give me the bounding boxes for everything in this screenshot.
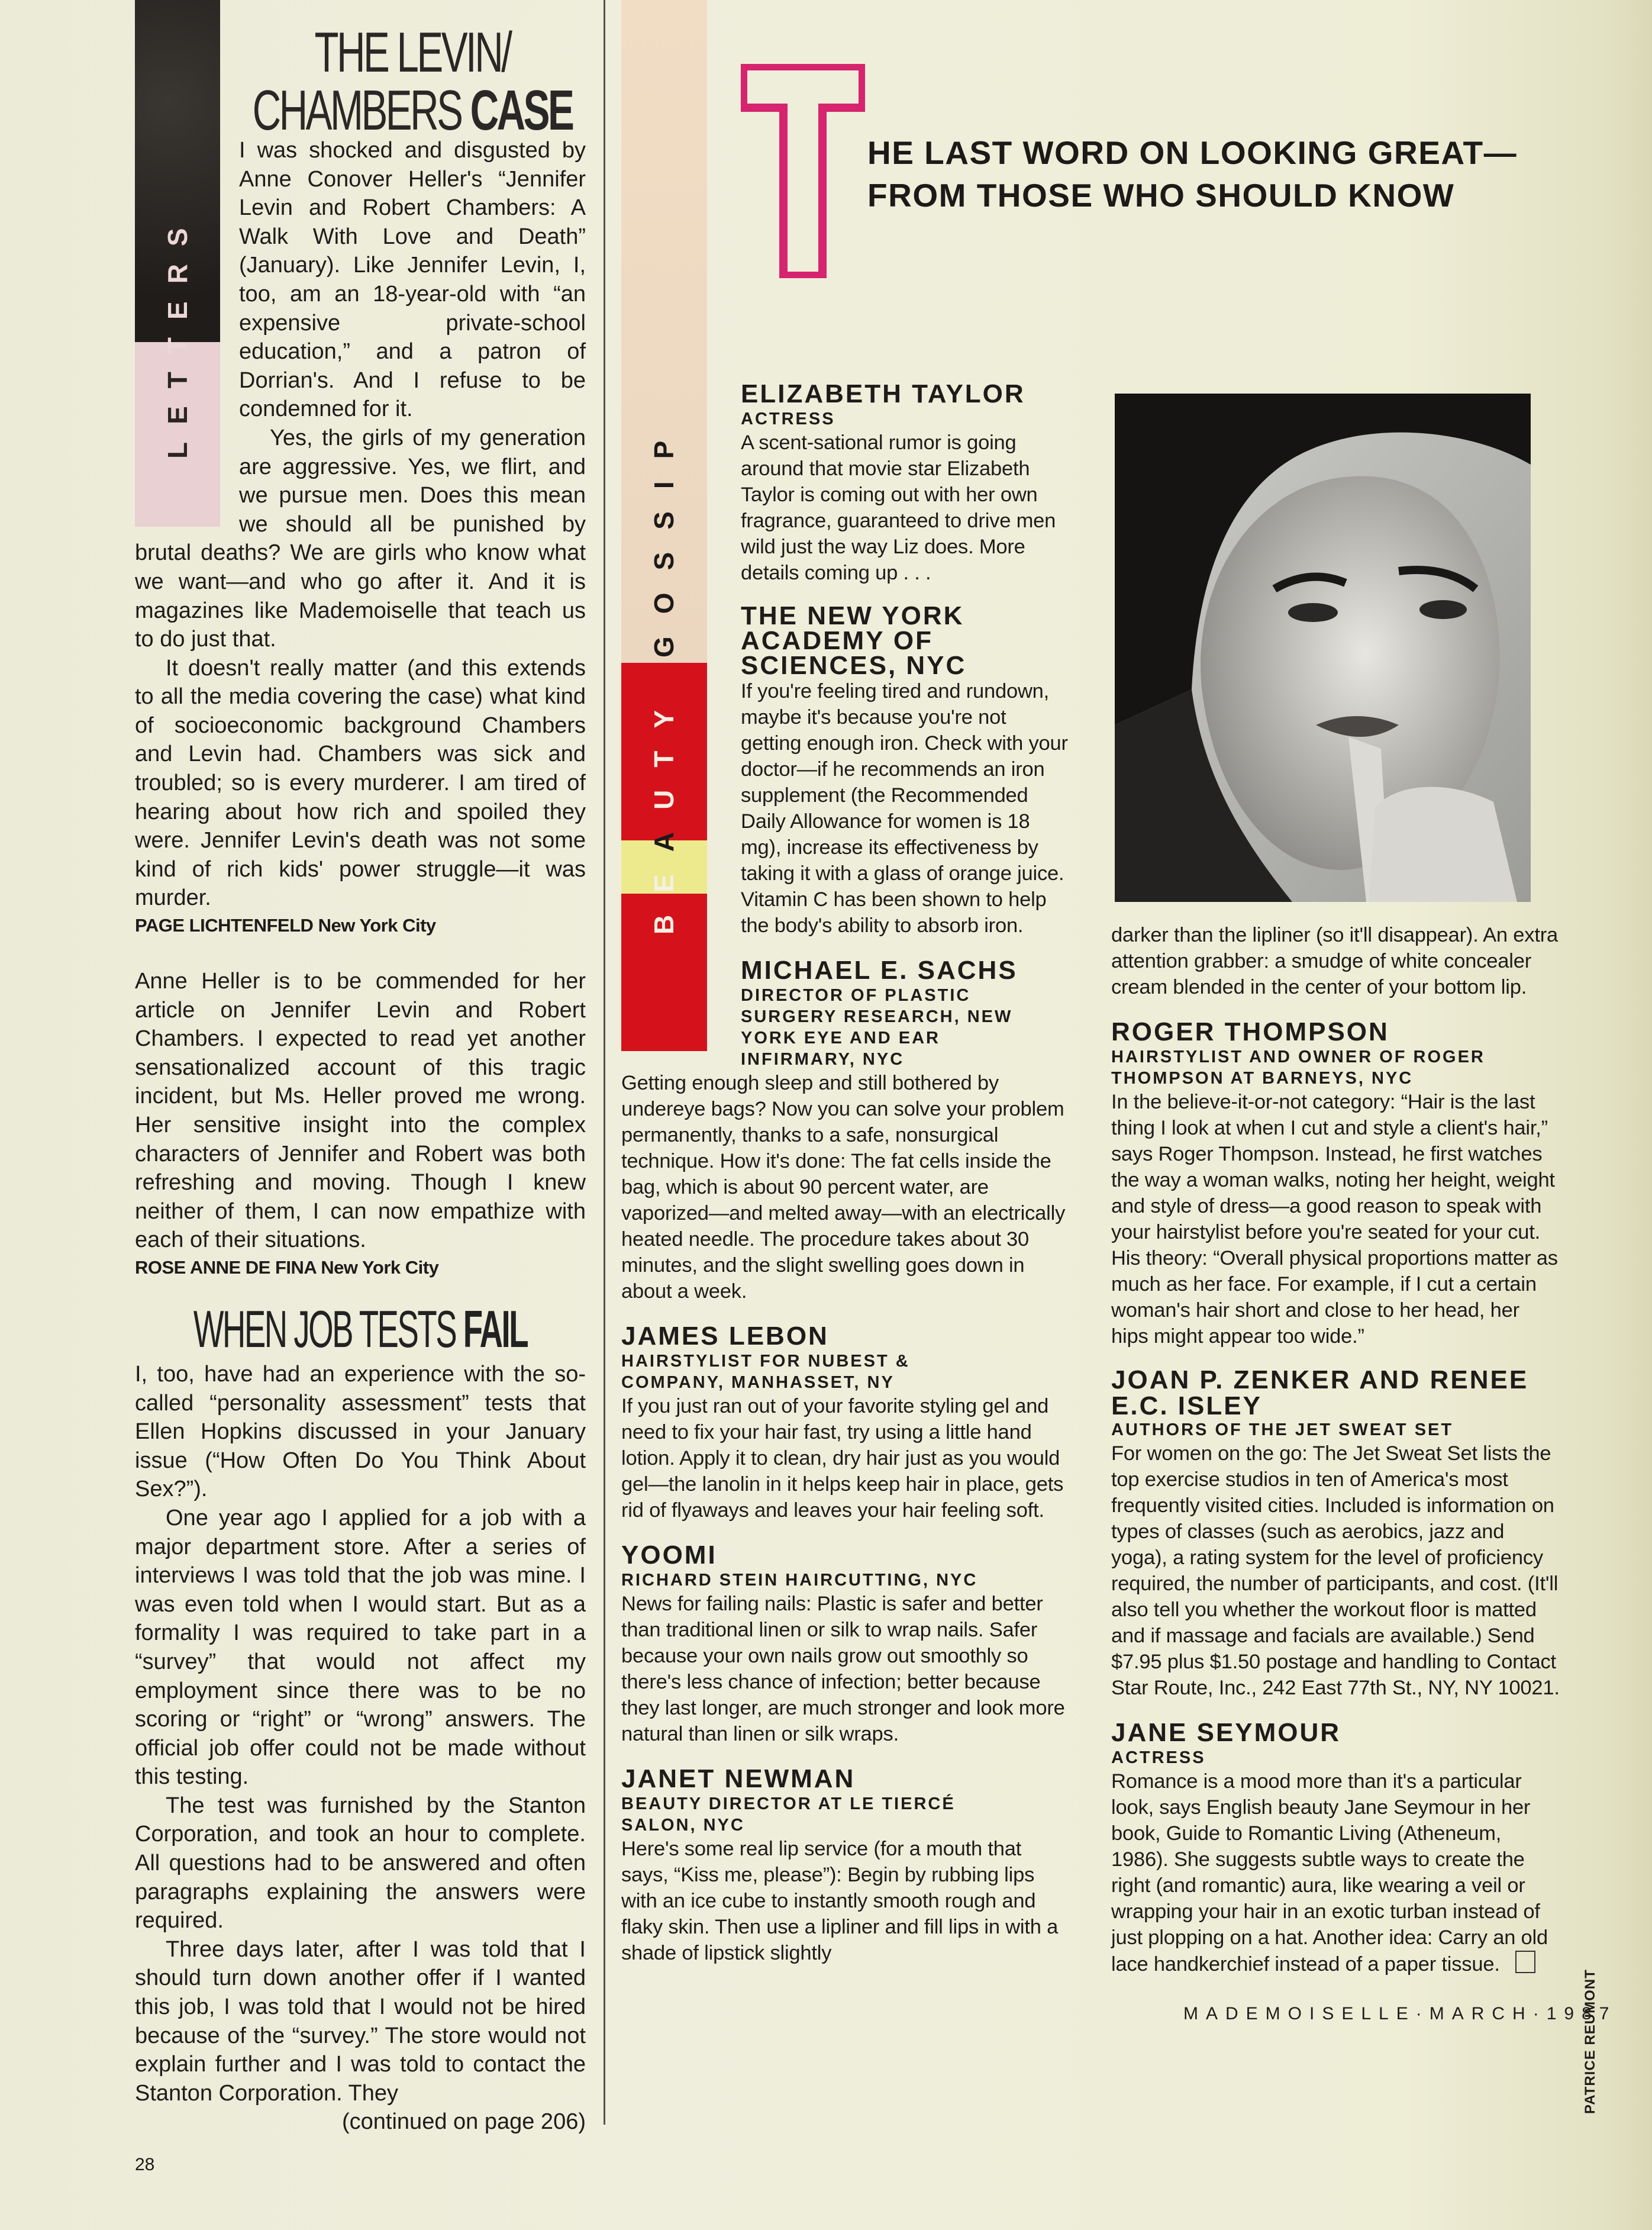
- letter2-body: [135, 967, 586, 1255]
- band-letter: T: [162, 353, 193, 389]
- gossip-right-column: [1111, 922, 1617, 2025]
- entry-title: HAIRSTYLIST AND OWNER OF ROGER THOMPSON AT BARNEYS, NYC: [1111, 1048, 1485, 1088]
- portrait-photo: [1115, 394, 1531, 902]
- band-letter: O: [648, 570, 679, 614]
- entry-body: If you just ran out of your favorite styling gel and need to fix your hair fast, try using a little hand lotion. Apply it to clean, dry hair just as you would gel—the lanolin in it helps keep hair in place, gets rid of flyaways and leaves your hair feeling soft.: [621, 1395, 1064, 1522]
- letter1-signature: [135, 913, 586, 939]
- headline-bold: CASE: [470, 79, 573, 142]
- paragraph: I was shocked and disgusted by Anne Conover Heller's “Jennifer Levin and Robert Chambers: A Walk With Love and Death” (January). Like Jennifer Levin, I, too, am an 18-year-old with “an expensive private-school education,” and a patron of Dorrian's. And I refuse to be condemned for it.: [239, 138, 586, 422]
- entry-title: DIRECTOR OF PLASTIC SURGERY RESEARCH, NEW YORK EYE AND EAR INFIRMARY, NYC: [741, 986, 1013, 1069]
- janet-newman-continued: [1111, 922, 1561, 1000]
- signature-name: ROSE ANNE DE FINA: [135, 1256, 317, 1278]
- headline-light: WHEN JOB TESTS: [193, 1299, 456, 1358]
- paragraph: One year ago I applied for a job with a major department store. After a series of interviews I was told that the job was mine. I was even told when I would start. But as a formality I was required to take part in a “survey” that would not affect my employment since there was to be no scoring or “right” or “wrong” answers. The official job offer could not be made without this testing.: [135, 1505, 586, 1790]
- band-letter: T: [162, 319, 193, 354]
- entry-title: RICHARD STEIN HAIRCUTTING, NYC: [621, 1571, 978, 1590]
- entry-title: ACTRESS: [1111, 1748, 1206, 1767]
- band-letter: E: [648, 851, 679, 892]
- band-letter: S: [162, 210, 193, 246]
- headline-bold: FAIL: [463, 1299, 528, 1358]
- band-letter: T: [648, 728, 679, 768]
- entry-name: MICHAEL E. SACHS: [741, 956, 1018, 985]
- end-mark-icon: [1515, 1951, 1535, 1973]
- band-letter: S: [648, 488, 679, 530]
- headline-line-2: FROM THOSE WHO SHOULD KNOW: [867, 177, 1455, 214]
- letter2-signature: [135, 1255, 586, 1281]
- entry-body: If you're feeling tired and rundown, maybe it's because you're not getting enough iron. Check with your doctor—if he recommends an iron supplement (the Recommended Daily Allowance for women is 18 mg), increase its effectiveness by taking it with a glass of orange juice. Vitamin C has been shown to help the body's ability to absorb iron.: [741, 680, 1068, 937]
- entry-title: ACTRESS: [741, 410, 835, 428]
- letters-section-band: [135, 0, 220, 527]
- signature-city: New York City: [318, 915, 436, 936]
- entry-title: HAIRSTYLIST FOR NUBEST & COMPANY, MANHASSET, NY: [621, 1352, 910, 1392]
- letter1-headline: [239, 21, 586, 142]
- band-letter: L: [162, 424, 193, 459]
- entry-name: ROGER THOMPSON: [1111, 1017, 1389, 1046]
- continued-note: (continued on page 206): [342, 2109, 586, 2135]
- paragraph: Three days later, after I was told that I should turn down another offer if I wanted this job, I was told that I would not be hired because of the “survey.” The store would not explain further and I was told to contact the Stanton Corporation. They: [135, 1936, 586, 2106]
- paragraph: Anne Heller is to be commended for her article on Jennifer Levin and Robert Chambers. I expected to read yet another sensationalized account of this tragic incident, but Ms. Heller proved me wrong. Her sensitive insight into the complex characters of Jennifer and Robert was both refreshing and moving. Though I knew neither of them, I can now empathize with each of their situations.: [135, 969, 586, 1253]
- gossip-entry-zenker-isley: [1111, 1367, 1561, 1701]
- column-divider: [604, 0, 605, 2125]
- letter1-headline-wrap: [239, 0, 586, 142]
- band-letter: I: [648, 459, 679, 489]
- gossip-entry-janet-newman: [621, 1765, 1072, 1966]
- entry-name: ELIZABETH TAYLOR: [741, 379, 1025, 408]
- paragraph: I, too, have had an experience with the so-called “personality assessment” tests that Ellen Hopkins discussed in your January issue (“How Often Do You Think About Sex?”).: [135, 1361, 586, 1502]
- letter3-headline: [135, 1301, 586, 1358]
- band-letter: P: [648, 418, 679, 459]
- entry-name: JANET NEWMAN: [621, 1764, 856, 1793]
- page-number: 28: [135, 2155, 155, 2174]
- entry-name: JOAN P. ZENKER AND RENEE E.C. ISLEY: [1111, 1365, 1529, 1420]
- letter3-body: [135, 1360, 586, 2136]
- band-spacer: [621, 0, 741, 1051]
- headline-line-1: HE LAST WORD ON LOOKING GREAT—: [867, 134, 1518, 171]
- letters-section-label: [135, 178, 220, 491]
- band-letter: S: [648, 529, 679, 571]
- band-letter: Y: [648, 687, 679, 729]
- gossip-middle-column: [621, 0, 1072, 1966]
- signature-name: PAGE LICHTENFELD: [135, 915, 314, 936]
- gossip-entry-jane-seymour: [1111, 1719, 1561, 1977]
- entry-body: For women on the go: The Jet Sweat Set lists the top exercise studios in ten of America's most frequently visited cities. Included is information on types of classes (such as aerobics, jazz and yoga), a rating system for the level of proficiency required, the number of participants, and cost. (It'll also tell you whether the workout floor is matted and if massage and facials are available.) Send $7.95 plus $1.50 postage and handling to Contact Star Route, Inc., 242 East 77th St., NY, NY 10021.: [1111, 1442, 1560, 1699]
- entry-body: A scent-sational rumor is going around that movie star Elizabeth Taylor is coming out with her own fragrance, guaranteed to drive men wild just the way Liz does. More details coming up . . .: [741, 431, 1056, 584]
- paragraph: It doesn't really matter (and this extends to all the media covering the case) what kind of socioeconomic background Chambers and Levin had. Chambers was sick and troubled; so is every murderer. I am tired of hearing about how rich and spoiled they were. Jennifer Levin's death was not some kind of rich kids' power struggle—it was murder.: [135, 655, 586, 911]
- band-letter: E: [162, 388, 193, 424]
- entry-body-continued: darker than the lipliner (so it'll disappear). An extra attention grabber: a smudge of white concealer cream blended in the center of your bottom lip.: [1111, 924, 1558, 998]
- signature-city: New York City: [321, 1256, 439, 1278]
- entry-body: Here's some real lip service (for a mouth that says, “Kiss me, please”): Begin by rubbing lips with an ice cube to instantly smooth rough and flaky skin. Then use a lipliner and fill lips in with a shade of lipstick slightly: [621, 1838, 1059, 1964]
- band-letter: A: [648, 809, 679, 852]
- band-letter: B: [648, 892, 679, 934]
- entry-body: Getting enough sleep and still bothered by undereye bags? Now you can solve your problem permanently, thanks to a safe, nonsurgical technique. How it's done: The fat cells inside the bag, which is about 90 percent water, are vaporized—and melted away—with an electrically heated needle. The procedure takes about 30 minutes, and the slight swelling goes down in about a week.: [621, 1072, 1066, 1303]
- entry-title: AUTHORS OF THE JET SWEAT SET: [1111, 1420, 1454, 1439]
- entry-body: In the believe-it-or-not category: “Hair is the last thing I look at when I cut and style a client's hair,” says Roger Thompson. Instead, he first watches the way a woman walks, noting her height, weight and style of dress—a good reason to speak with your hairstylist before you're seated for your cut. His theory: “Overall physical proportions matter as much as her face. For example, if I cut a certain woman's hair short and close to her head, her hips might appear too wide.”: [1111, 1091, 1558, 1348]
- photo-credit: PATRICE REUMONT: [1582, 1969, 1598, 2115]
- entry-name: THE NEW YORK ACADEMY OF SCIENCES, NYC: [741, 601, 967, 680]
- paragraph: Yes, the girls of my generation are aggressive. Yes, we flirt, and we pursue men. Does this mean we should all be punished by brutal deaths? We are girls who know what we want—and who go after it. And it is magazines like Mademoiselle that teach us to do just that.: [135, 425, 586, 652]
- band-letter: U: [648, 767, 679, 810]
- entry-body: Romance is a mood more than it's a particular look, says English beauty Jane Seymour in her book, Guide to Romantic Living (Atheneum, 1986). She suggests subtle ways to create the right (and romantic) aura, like wearing a veil or wrapping your hair in an exotic turban instead of just plopping on a hat. Another idea: Carry an old lace handkerchief instead of a paper tissue.: [1111, 1770, 1548, 1976]
- letters-column: [135, 0, 586, 2176]
- gossip-entry-james-lebon: [621, 1322, 1072, 1523]
- magazine-footer: MADEMOISELLE·MARCH·1987: [1183, 2004, 1617, 2023]
- headline-light: THE LEVIN/ CHAMBERS: [252, 21, 511, 142]
- entry-title: BEAUTY DIRECTOR AT LE TIERCÉ SALON, NYC: [621, 1794, 956, 1835]
- band-letter: G: [648, 613, 679, 658]
- entry-name: JANE SEYMOUR: [1111, 1718, 1341, 1747]
- band-letter: R: [162, 246, 193, 284]
- entry-name: JAMES LEBON: [621, 1322, 829, 1351]
- gossip-entry-roger-thompson: [1111, 1018, 1561, 1349]
- entry-name: YOOMI: [621, 1541, 717, 1570]
- band-letter: E: [162, 283, 193, 320]
- entry-body: News for failing nails: Plastic is safer and better than traditional linen or silk to wrap nails. Safer because your own nails grow out smoothly so there's less chance of infection; better because they last longer, are much stronger and look more natural than linen or silk wraps.: [621, 1593, 1065, 1745]
- gossip-entry-yoomi: [621, 1541, 1072, 1747]
- paragraph: The test was furnished by the Stanton Corporation, and took an hour to complete. All questions had to be answered and often paragraphs explaining the answers were required.: [135, 1793, 586, 1933]
